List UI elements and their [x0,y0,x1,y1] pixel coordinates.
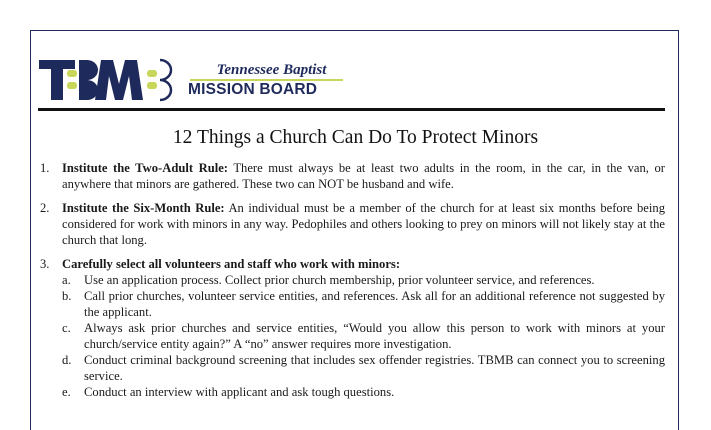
logo-tagline: Tennessee Baptist [216,62,327,78]
sub-item [62,352,665,384]
sub-item-text: Always ask prior churches and service entities, “Would you allow this person to work with minors at your church/service entity again?” A “no” answer requires more investigation. [84,321,665,351]
sub-item-text: Call prior churches, volunteer service entities, and references. Ask all for an additional reference not suggested by the applicant. [84,289,665,319]
header-rule [38,108,665,111]
sub-item [62,272,665,288]
item-number: 2. [40,201,50,215]
logo-name: MISSION BOARD [188,81,318,98]
item-heading: Carefully select all volunteers and staff who work with minors: [62,257,401,271]
guidelines-list [40,160,665,408]
sub-item [62,288,665,320]
sub-item-text: Use an application process. Collect prior church membership, prior volunteer service, and references. [84,273,595,287]
item-number: 3. [40,257,50,271]
item-body: An individual must be a member of the church for at least six months before being considered for work with minors in any way. Pedophiles and others looking to prey on minors will not likely stay at the church that long. [62,201,665,247]
sub-item-letter: c. [62,321,71,335]
item-body: There must always be at least two adults in the room, in the car, in the van, or anywhere that minors are gathered. These two can NOT be husband and wife. [62,161,665,191]
sub-item [62,384,665,400]
list-item [40,256,665,400]
sub-item [62,320,665,352]
list-item [40,200,665,248]
tbmb-logo-mark [39,58,184,102]
list-item [40,160,665,192]
item-heading: Institute the Two-Adult Rule: [62,161,228,175]
item-heading: Institute the Six-Month Rule: [62,201,225,215]
page-title: 12 Things a Church Can Do To Protect Minors [172,127,539,148]
sub-item-text: Conduct an interview with applicant and ask tough questions. [84,385,395,399]
sub-item-letter: d. [62,353,72,367]
sub-item-letter: a. [62,273,71,287]
logo-wordmark [188,63,348,98]
sub-item-letter: e. [62,385,71,399]
sub-item-letter: b. [62,289,72,303]
item-number: 1. [40,161,50,175]
sub-item-text: Conduct criminal background screening that includes sex offender registries. TBMB can connect you to screening service. [84,353,665,383]
